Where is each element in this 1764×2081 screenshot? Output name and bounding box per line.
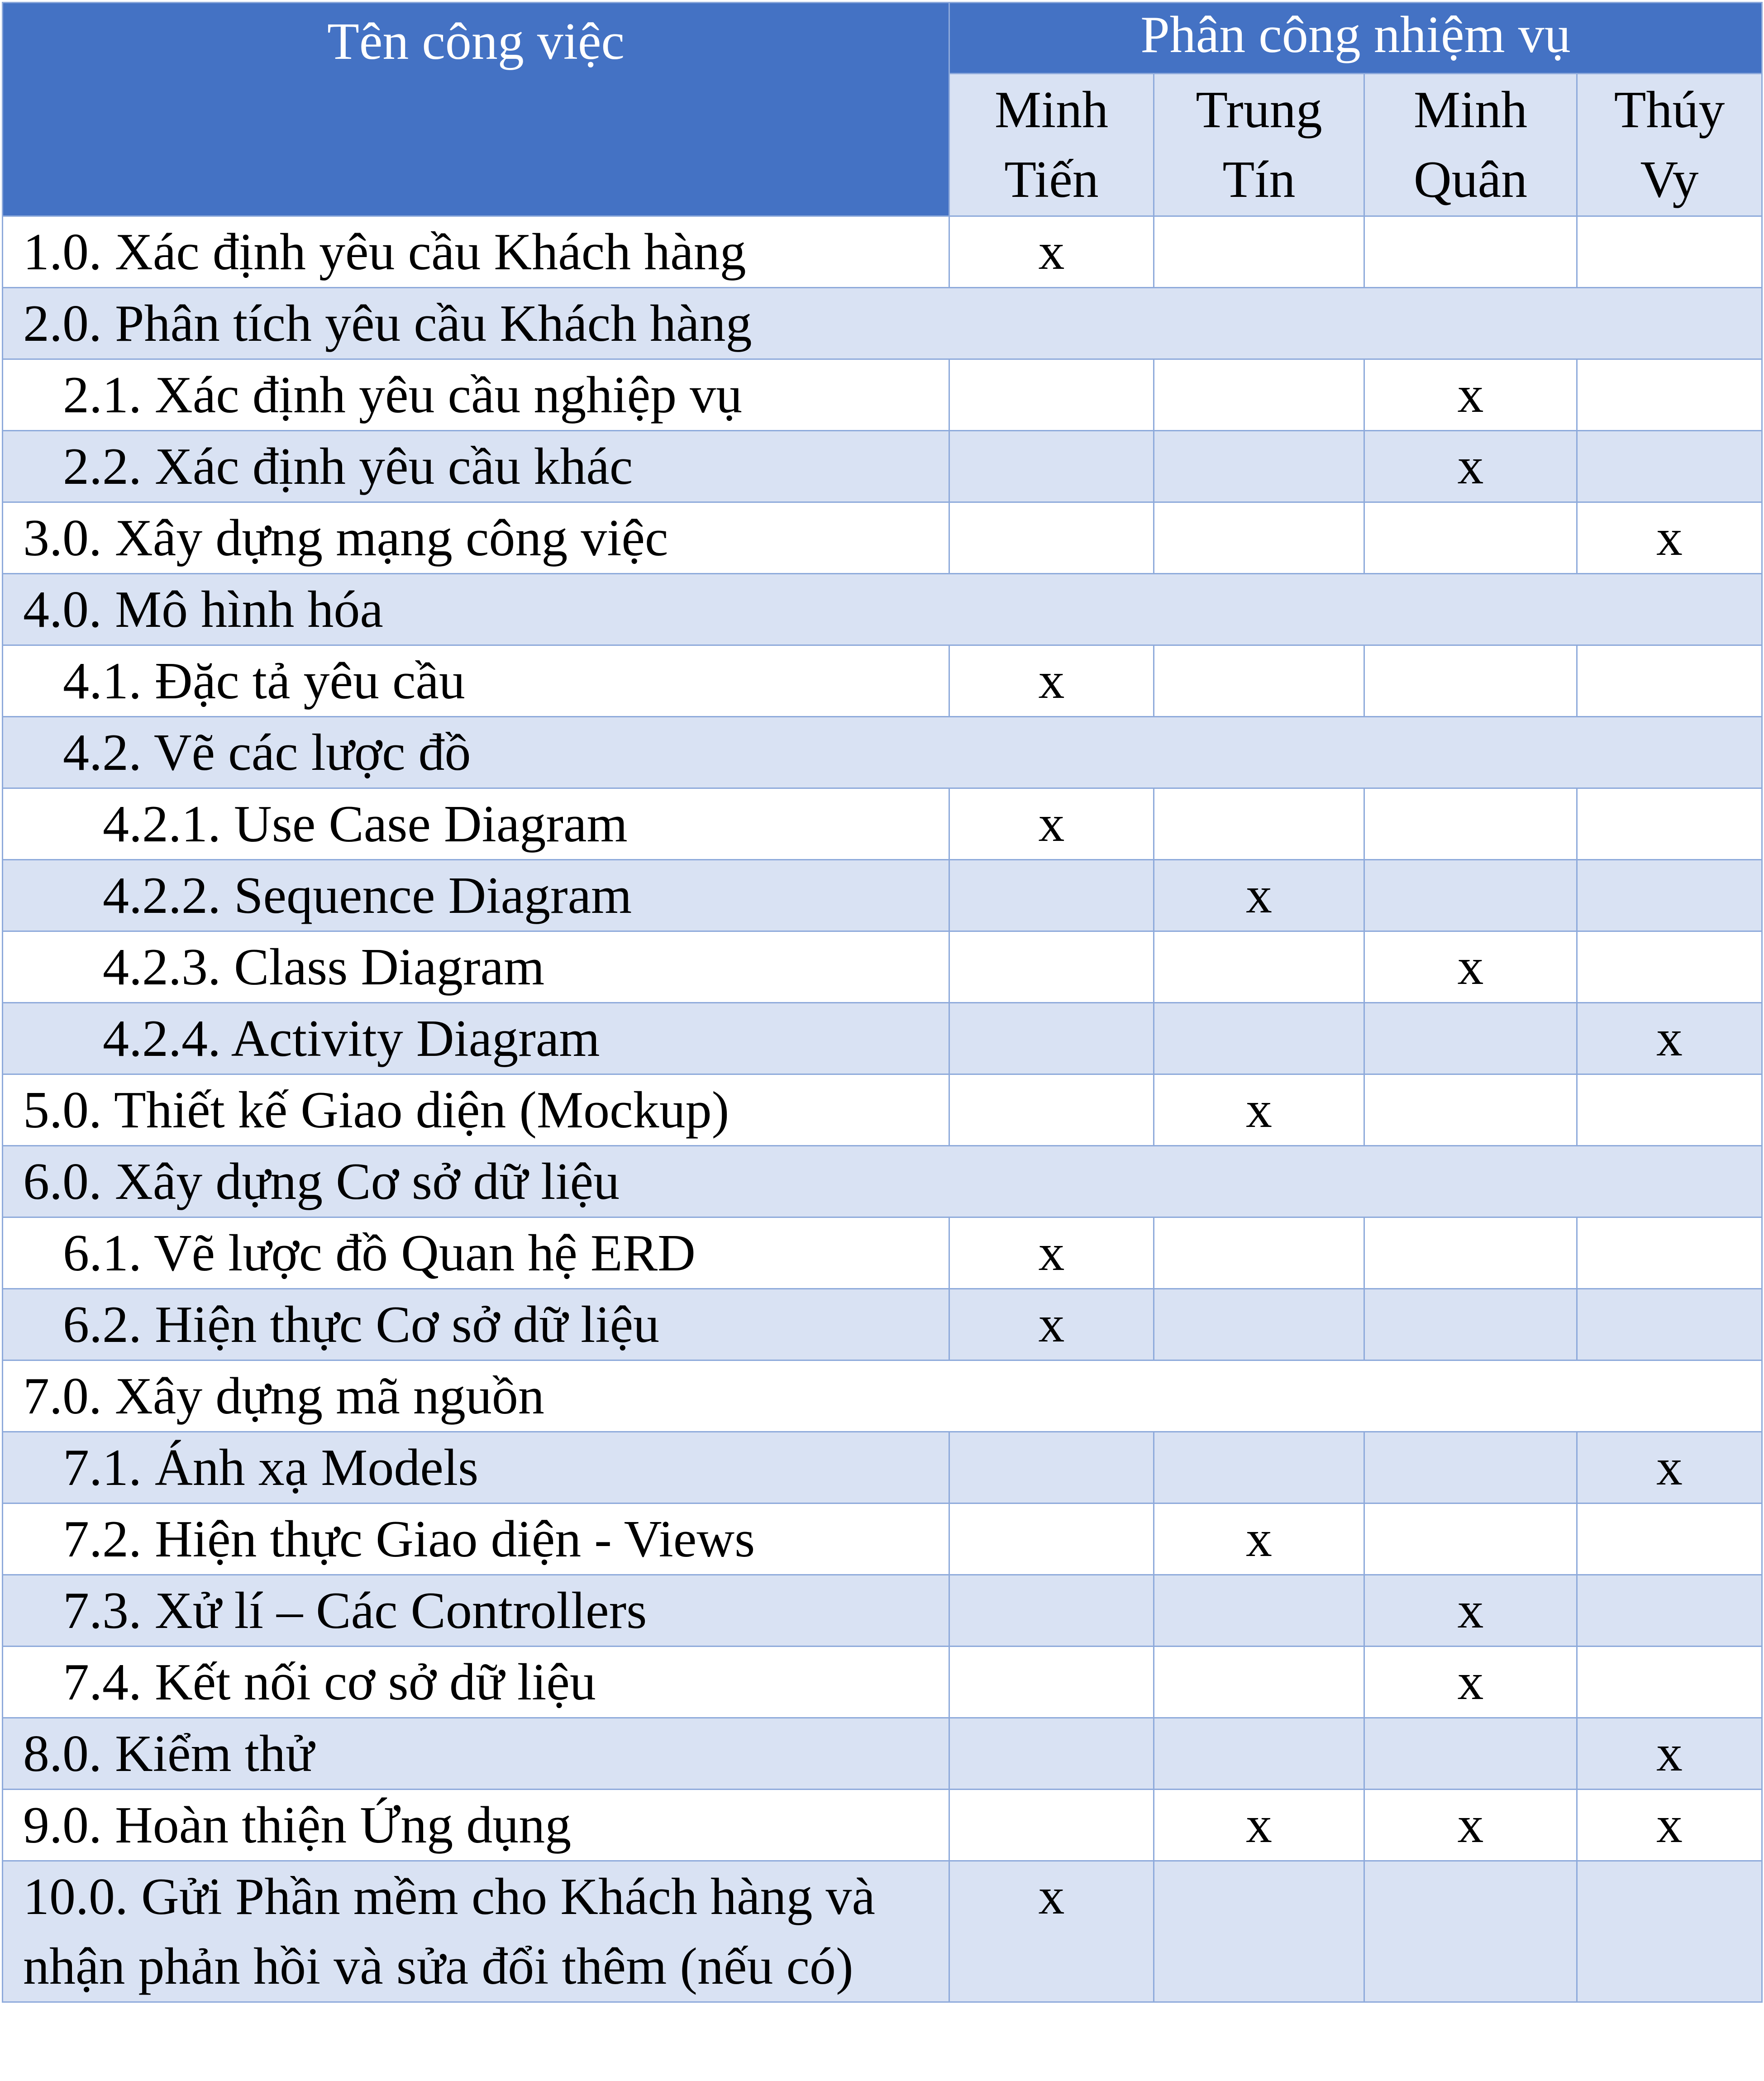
assignment-cell: [1577, 1074, 1762, 1146]
task-name-cell: 4.2.4. Activity Diagram: [3, 1003, 949, 1074]
assignment-cell: x: [949, 1217, 1154, 1289]
assignment-cell: [1154, 1647, 1364, 1718]
table-row: [3, 502, 1762, 574]
assignment-cell: [1154, 431, 1364, 502]
assignment-cell: [1154, 359, 1364, 431]
assignment-cell: x: [1154, 1790, 1364, 1861]
assignment-cell: [949, 1074, 1154, 1146]
assignment-cell: [949, 502, 1154, 574]
assignment-cell: [949, 860, 1154, 931]
assignment-cell: x: [1577, 1003, 1762, 1074]
task-name-cell: 6.2. Hiện thực Cơ sở dữ liệu: [3, 1289, 949, 1360]
task-name-cell: 7.1. Ánh xạ Models: [3, 1432, 949, 1503]
assignment-cell: [1364, 1289, 1577, 1360]
assignment-cell: x: [1364, 359, 1577, 431]
assignment-cell: x: [949, 645, 1154, 717]
assignment-cell: [1577, 1503, 1762, 1575]
assignment-cell: [1154, 1718, 1364, 1790]
table-row: [3, 574, 1762, 645]
table-row: [3, 1575, 1762, 1647]
table-row: [3, 1503, 1762, 1575]
assignment-cell: x: [949, 1861, 1154, 2002]
table-row: [3, 216, 1762, 288]
assignment-cell: [1364, 1432, 1577, 1503]
assignment-cell: [949, 1790, 1154, 1861]
table-row: [3, 1861, 1762, 2002]
table-row: [3, 1146, 1762, 1217]
assignment-cell: [1154, 502, 1364, 574]
table-row: [3, 1289, 1762, 1360]
person-last-name: Vy: [1640, 151, 1699, 209]
assignment-cell: [1577, 645, 1762, 717]
person-header-minh-quan: [1364, 74, 1577, 216]
assignment-cell: [1154, 1432, 1364, 1503]
assignment-cell: [949, 431, 1154, 502]
assignment-cell: [1364, 788, 1577, 860]
person-last-name: Tiến: [1004, 151, 1099, 209]
task-name-cell: 6.1. Vẽ lược đồ Quan hệ ERD: [3, 1217, 949, 1289]
assignment-cell: [1364, 1074, 1577, 1146]
assignment-cell: [949, 359, 1154, 431]
assignment-cell: [949, 1718, 1154, 1790]
assignment-cell: x: [1364, 431, 1577, 502]
assignment-cell: [1364, 502, 1577, 574]
assignment-cell: [1154, 1861, 1364, 2002]
assignment-cell: [1154, 1575, 1364, 1647]
assignment-cell: x: [1154, 860, 1364, 931]
assignment-cell: [949, 1575, 1154, 1647]
assignment-cell: [1154, 931, 1364, 1003]
assignment-cell: x: [1154, 1503, 1364, 1575]
task-name-cell: 7.0. Xây dựng mã nguồn: [3, 1360, 1762, 1432]
person-first-name: Minh: [1413, 81, 1528, 139]
assignment-cell: x: [949, 216, 1154, 288]
table-row: [3, 288, 1762, 359]
assignment-cell: [1577, 216, 1762, 288]
assignment-cell: [949, 1503, 1154, 1575]
table-row: [3, 1003, 1762, 1074]
assignment-cell: x: [1577, 1432, 1762, 1503]
person-first-name: Minh: [994, 81, 1109, 139]
assignment-cell: [949, 1432, 1154, 1503]
task-name-cell: 4.2.2. Sequence Diagram: [3, 860, 949, 931]
task-name-cell: 1.0. Xác định yêu cầu Khách hàng: [3, 216, 949, 288]
task-name-cell: 2.2. Xác định yêu cầu khác: [3, 431, 949, 502]
task-name-cell: 8.0. Kiểm thử: [3, 1718, 949, 1790]
table-row: [3, 359, 1762, 431]
assignment-cell: [1364, 216, 1577, 288]
assignment-cell: [1364, 1718, 1577, 1790]
person-first-name: Trung: [1196, 81, 1322, 139]
table-row: [3, 1432, 1762, 1503]
table-row: [3, 1217, 1762, 1289]
person-last-name: Quân: [1413, 151, 1528, 209]
person-header-trung-tin: [1154, 74, 1364, 216]
task-name-cell: 4.2.1. Use Case Diagram: [3, 788, 949, 860]
assignment-cell: [1577, 1217, 1762, 1289]
task-name-cell: 7.4. Kết nối cơ sở dữ liệu: [3, 1647, 949, 1718]
person-header-minh-tien: [949, 74, 1154, 216]
assignment-cell: x: [949, 1289, 1154, 1360]
table-row: [3, 1647, 1762, 1718]
table-row: [3, 860, 1762, 931]
assignment-cell: [1577, 1861, 1762, 2002]
assignment-cell: [1364, 860, 1577, 931]
assignment-cell: x: [1364, 1647, 1577, 1718]
assignment-cell: [949, 1647, 1154, 1718]
task-name-cell: 4.2. Vẽ các lược đồ: [3, 717, 1762, 788]
table-row: [3, 645, 1762, 717]
assignment-cell: [1577, 931, 1762, 1003]
task-name-cell: 5.0. Thiết kế Giao diện (Mockup): [3, 1074, 949, 1146]
task-assignment-table: [2, 2, 1763, 2003]
person-header-thuy-vy: [1577, 74, 1762, 216]
assignment-cell: [1577, 860, 1762, 931]
task-name-cell: 10.0. Gửi Phần mềm cho Khách hàng và nhận phản hồi và sửa đổi thêm (nếu có): [3, 1861, 949, 2002]
task-name-cell: 7.2. Hiện thực Giao diện - Views: [3, 1503, 949, 1575]
task-name-cell: 3.0. Xây dựng mạng công việc: [3, 502, 949, 574]
assignment-group-header: Phân công nhiệm vụ: [949, 3, 1762, 74]
task-name-cell: 2.0. Phân tích yêu cầu Khách hàng: [3, 288, 1762, 359]
assignment-cell: [1364, 1861, 1577, 2002]
assignment-cell: [1154, 1217, 1364, 1289]
assignment-cell: [1577, 431, 1762, 502]
assignment-cell: x: [1577, 1718, 1762, 1790]
assignment-cell: x: [949, 788, 1154, 860]
table-row: [3, 717, 1762, 788]
person-first-name: Thúy: [1614, 81, 1725, 139]
table-row: [3, 431, 1762, 502]
table-row: [3, 1360, 1762, 1432]
task-name-cell: 9.0. Hoàn thiện Ứng dụng: [3, 1790, 949, 1861]
assignment-cell: [1154, 216, 1364, 288]
assignment-cell: [1154, 645, 1364, 717]
table-row: [3, 931, 1762, 1003]
assignment-cell: [1577, 1647, 1762, 1718]
assignment-cell: [1577, 788, 1762, 860]
assignment-cell: x: [1577, 1790, 1762, 1861]
task-name-cell: 4.2.3. Class Diagram: [3, 931, 949, 1003]
assignment-cell: [1154, 1289, 1364, 1360]
task-name-cell: 2.1. Xác định yêu cầu nghiệp vụ: [3, 359, 949, 431]
assignment-cell: [1364, 645, 1577, 717]
assignment-cell: [949, 1003, 1154, 1074]
task-name-cell: 4.1. Đặc tả yêu cầu: [3, 645, 949, 717]
task-name-cell: 6.0. Xây dựng Cơ sở dữ liệu: [3, 1146, 1762, 1217]
assignment-cell: x: [1154, 1074, 1364, 1146]
table-row: [3, 788, 1762, 860]
table-row: [3, 1074, 1762, 1146]
assignment-cell: x: [1364, 1790, 1577, 1861]
assignment-cell: [1364, 1003, 1577, 1074]
task-name-cell: 4.0. Mô hình hóa: [3, 574, 1762, 645]
assignment-cell: [949, 931, 1154, 1003]
assignment-cell: [1577, 1289, 1762, 1360]
assignment-cell: [1364, 1217, 1577, 1289]
assignment-cell: x: [1364, 1575, 1577, 1647]
person-last-name: Tín: [1222, 151, 1296, 209]
assignment-cell: x: [1577, 502, 1762, 574]
task-column-header: Tên công việc: [3, 3, 949, 216]
assignment-cell: [1577, 1575, 1762, 1647]
task-name-cell: 7.3. Xử lí – Các Controllers: [3, 1575, 949, 1647]
task-rows: [3, 216, 1762, 2002]
assignment-cell: [1154, 788, 1364, 860]
table-row: [3, 1718, 1762, 1790]
table-row: [3, 1790, 1762, 1861]
assignment-cell: x: [1364, 931, 1577, 1003]
assignment-cell: [1364, 1503, 1577, 1575]
assignment-cell: [1577, 359, 1762, 431]
assignment-cell: [1154, 1003, 1364, 1074]
